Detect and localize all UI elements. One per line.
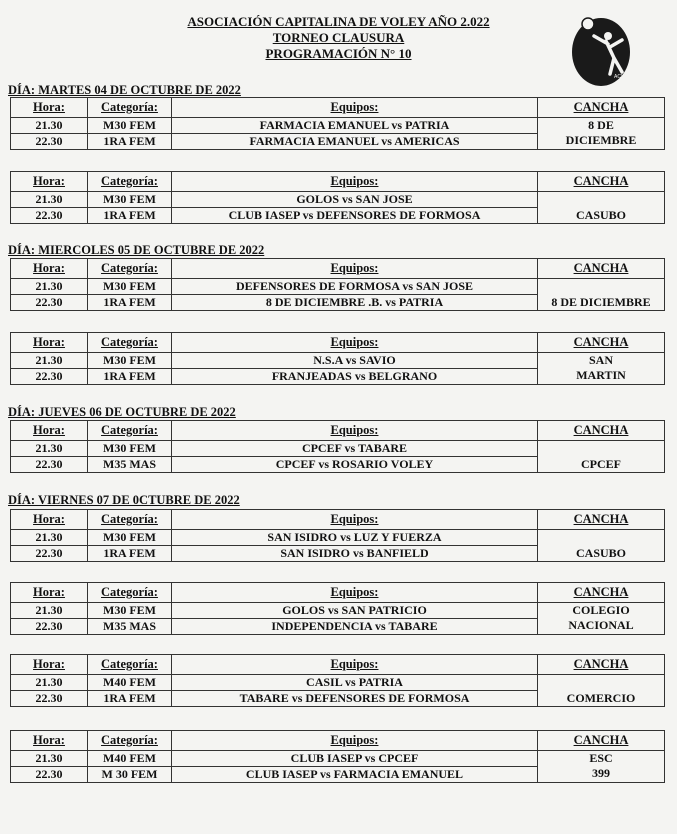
cell-hora: 21.30: [11, 192, 88, 208]
cell-equipos: N.S.A vs SAVIO: [172, 353, 538, 369]
header-equipos: Equipos:: [172, 98, 538, 118]
cell-equipos: CLUB IASEP vs FARMACIA EMANUEL: [172, 767, 538, 783]
cell-hora: 21.30: [11, 751, 88, 767]
cell-equipos: CLUB IASEP vs DEFENSORES DE FORMOSA: [172, 208, 538, 224]
cell-hora: 21.30: [11, 441, 88, 457]
cell-categoria: 1RA FEM: [88, 208, 172, 224]
schedule-table: [10, 730, 665, 783]
cell-hora: 21.30: [11, 603, 88, 619]
tournament-title: TORNEO CLAUSURA: [272, 30, 405, 45]
cell-equipos: CLUB IASEP vs CPCEF: [172, 751, 538, 767]
cancha-line: 8 DE DICIEMBRE: [551, 295, 651, 309]
cell-equipos: INDEPENDENCIA vs TABARE: [172, 619, 538, 635]
cell-hora: 21.30: [11, 118, 88, 134]
header-equipos: Equipos:: [172, 421, 538, 441]
cell-categoria: M40 FEM: [88, 675, 172, 691]
day-title: DÍA: MIERCOLES 05 DE OCTUBRE DE 2022: [8, 243, 265, 257]
cell-hora: 22.30: [11, 295, 88, 311]
table-row: [11, 279, 665, 295]
header-categoria: Categoría:: [88, 421, 172, 441]
cell-equipos: FRANJEADAS vs BELGRANO: [172, 369, 538, 385]
cell-equipos: TABARE vs DEFENSORES DE FORMOSA: [172, 691, 538, 707]
header-hora: Hora:: [11, 98, 88, 118]
svg-text:ACV: ACV: [614, 74, 625, 80]
schedule-table: [10, 171, 665, 224]
header-cancha: CANCHA: [538, 259, 665, 279]
cell-hora: 22.30: [11, 546, 88, 562]
day-title: DÍA: JUEVES 06 DE OCTUBRE DE 2022: [8, 405, 236, 419]
cell-categoria: 1RA FEM: [88, 546, 172, 562]
header-cancha: CANCHA: [538, 655, 665, 675]
cancha-line: CASUBO: [575, 546, 626, 560]
table-row: [11, 441, 665, 457]
header-hora: Hora:: [11, 421, 88, 441]
cell-hora: 21.30: [11, 675, 88, 691]
table-header-row: [11, 510, 665, 530]
header-categoria: Categoría:: [88, 510, 172, 530]
table-row: [11, 751, 665, 767]
cancha-line: COLEGIO: [572, 603, 630, 617]
schedule-table: [10, 97, 665, 150]
cell-categoria: M30 FEM: [88, 441, 172, 457]
day-title: DÍA: VIERNES 07 DE 0CTUBRE DE 2022: [8, 493, 240, 507]
header-cancha: CANCHA: [538, 98, 665, 118]
cell-hora: 22.30: [11, 134, 88, 150]
header-cancha: CANCHA: [538, 510, 665, 530]
header-categoria: Categoría:: [88, 333, 172, 353]
header-hora: Hora:: [11, 259, 88, 279]
cancha-line: COMERCIO: [566, 691, 636, 705]
cell-cancha: [538, 530, 665, 562]
table-row: [11, 603, 665, 619]
cell-categoria: 1RA FEM: [88, 691, 172, 707]
cell-categoria: M30 FEM: [88, 118, 172, 134]
cell-categoria: M30 FEM: [88, 353, 172, 369]
table-header-row: [11, 172, 665, 192]
header-hora: Hora:: [11, 731, 88, 751]
cell-equipos: CASIL vs PATRIA: [172, 675, 538, 691]
program-number: PROGRAMACIÓN N° 10: [265, 46, 412, 61]
header-cancha: CANCHA: [538, 172, 665, 192]
cell-categoria: M30 FEM: [88, 530, 172, 546]
header-hora: Hora:: [11, 583, 88, 603]
cancha-line: CASUBO: [575, 208, 626, 222]
cell-categoria: 1RA FEM: [88, 134, 172, 150]
table-row: [11, 118, 665, 134]
cancha-line: MARTIN: [576, 368, 626, 382]
table-header-row: [11, 333, 665, 353]
cell-categoria: 1RA FEM: [88, 369, 172, 385]
cell-hora: 21.30: [11, 279, 88, 295]
cell-hora: 21.30: [11, 353, 88, 369]
cell-equipos: FARMACIA EMANUEL vs AMERICAS: [172, 134, 538, 150]
schedule-table: [10, 332, 665, 385]
cell-equipos: CPCEF vs ROSARIO VOLEY: [172, 457, 538, 473]
header-categoria: Categoría:: [88, 583, 172, 603]
header-hora: Hora:: [11, 333, 88, 353]
header-cancha: CANCHA: [538, 583, 665, 603]
cell-cancha: [538, 441, 665, 473]
header-equipos: Equipos:: [172, 172, 538, 192]
cell-cancha: [538, 751, 665, 783]
association-title: ASOCIACIÓN CAPITALINA DE VOLEY AÑO 2.022: [187, 14, 490, 29]
cancha-line: SAN: [588, 353, 613, 367]
cell-cancha: [538, 603, 665, 635]
header-hora: Hora:: [11, 510, 88, 530]
cell-cancha: [538, 118, 665, 150]
cell-equipos: CPCEF vs TABARE: [172, 441, 538, 457]
header-equipos: Equipos:: [172, 583, 538, 603]
table-header-row: [11, 583, 665, 603]
cell-categoria: M 30 FEM: [88, 767, 172, 783]
header-categoria: Categoría:: [88, 259, 172, 279]
cell-hora: 22.30: [11, 208, 88, 224]
cell-hora: 22.30: [11, 619, 88, 635]
table-header-row: [11, 98, 665, 118]
cell-categoria: M30 FEM: [88, 279, 172, 295]
cell-hora: 21.30: [11, 530, 88, 546]
cancha-line: 399: [592, 766, 610, 780]
header-hora: Hora:: [11, 655, 88, 675]
header-equipos: Equipos:: [172, 259, 538, 279]
table-row: [11, 530, 665, 546]
cell-cancha: [538, 279, 665, 311]
cancha-line: DICIEMBRE: [565, 133, 637, 147]
table-header-row: [11, 655, 665, 675]
table-row: [11, 192, 665, 208]
table-header-row: [11, 731, 665, 751]
header-categoria: Categoría:: [88, 731, 172, 751]
table-row: [11, 353, 665, 369]
schedule-table: [10, 420, 665, 473]
cell-equipos: SAN ISIDRO vs BANFIELD: [172, 546, 538, 562]
header-categoria: Categoría:: [88, 98, 172, 118]
cell-equipos: 8 DE DICIEMBRE .B. vs PATRIA: [172, 295, 538, 311]
cell-equipos: DEFENSORES DE FORMOSA vs SAN JOSE: [172, 279, 538, 295]
schedule-table: [10, 582, 665, 635]
schedule-table: [10, 258, 665, 311]
cell-categoria: M30 FEM: [88, 192, 172, 208]
cell-cancha: [538, 353, 665, 385]
cancha-line: ESC: [589, 751, 613, 765]
table-header-row: [11, 259, 665, 279]
cell-hora: 22.30: [11, 767, 88, 783]
header-equipos: Equipos:: [172, 333, 538, 353]
header-equipos: Equipos:: [172, 731, 538, 751]
cell-hora: 22.30: [11, 369, 88, 385]
cell-categoria: 1RA FEM: [88, 295, 172, 311]
table-row: [11, 675, 665, 691]
header-categoria: Categoría:: [88, 172, 172, 192]
day-title: DÍA: MARTES 04 DE OCTUBRE DE 2022: [8, 83, 241, 97]
header-cancha: CANCHA: [538, 421, 665, 441]
cell-categoria: M40 FEM: [88, 751, 172, 767]
cell-cancha: [538, 675, 665, 707]
cancha-line: 8 DE: [588, 118, 614, 132]
volleyball-player-logo-icon: [570, 14, 632, 88]
header-cancha: CANCHA: [538, 731, 665, 751]
schedule-table: [10, 654, 665, 707]
schedule-table: [10, 509, 665, 562]
cell-equipos: SAN ISIDRO vs LUZ Y FUERZA: [172, 530, 538, 546]
cell-hora: 22.30: [11, 691, 88, 707]
cell-cancha: [538, 192, 665, 224]
cell-equipos: GOLOS vs SAN JOSE: [172, 192, 538, 208]
header-cancha: CANCHA: [538, 333, 665, 353]
table-header-row: [11, 421, 665, 441]
cancha-line: CPCEF: [581, 457, 621, 471]
header-equipos: Equipos:: [172, 655, 538, 675]
header-equipos: Equipos:: [172, 510, 538, 530]
cell-categoria: M30 FEM: [88, 603, 172, 619]
header-categoria: Categoría:: [88, 655, 172, 675]
cell-equipos: GOLOS vs SAN PATRICIO: [172, 603, 538, 619]
cell-equipos: FARMACIA EMANUEL vs PATRIA: [172, 118, 538, 134]
cell-hora: 22.30: [11, 457, 88, 473]
cancha-line: NACIONAL: [568, 618, 634, 632]
cell-categoria: M35 MAS: [88, 619, 172, 635]
header-hora: Hora:: [11, 172, 88, 192]
cell-categoria: M35 MAS: [88, 457, 172, 473]
